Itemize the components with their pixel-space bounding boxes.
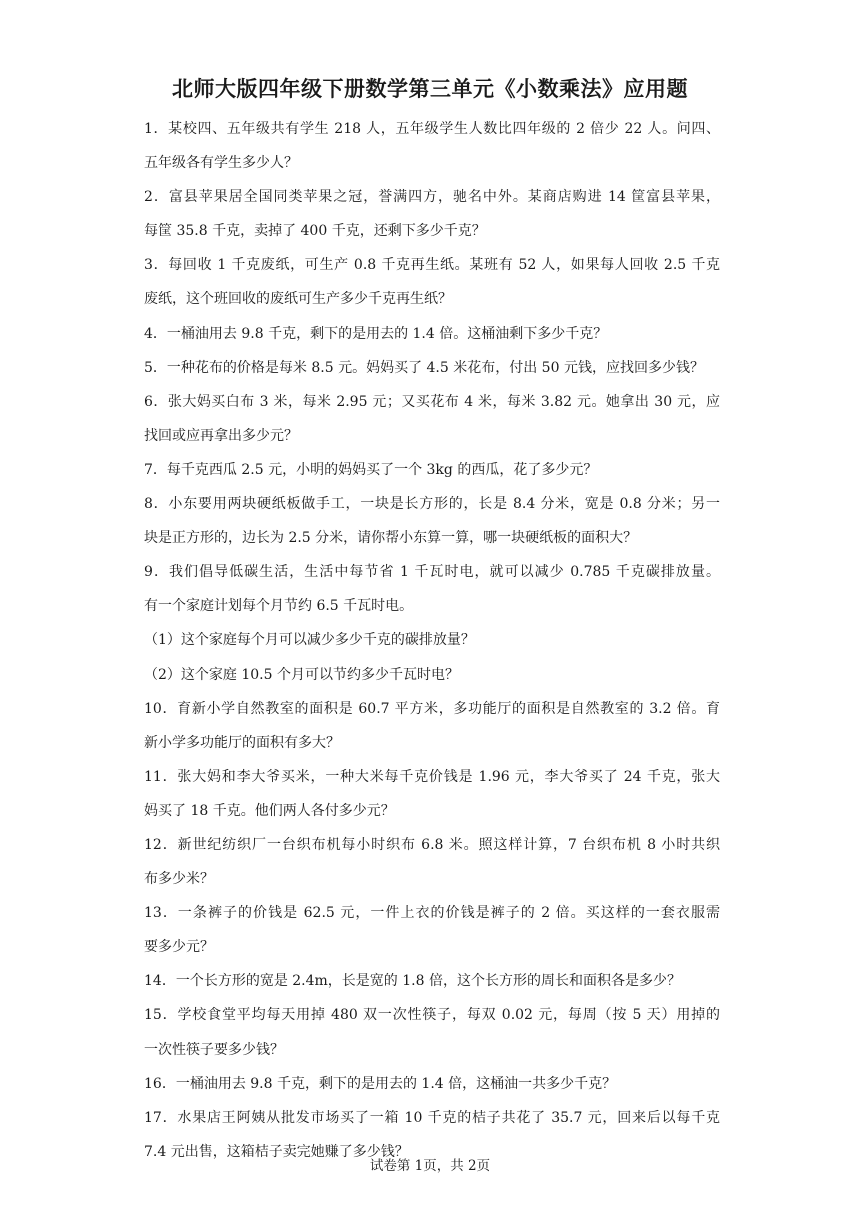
question-line: 找回或应再拿出多少元？ bbox=[144, 427, 298, 444]
question-line: 17．水果店王阿姨从批发市场买了一箱 10 千克的桔子共花了 35.7 元，回来后以每千克 bbox=[144, 1109, 720, 1126]
question-line: 一次性筷子要多少钱？ bbox=[144, 1041, 284, 1058]
question-line: 11．张大妈和李大爷买米，一种大米每千克价钱是 1.96 元，李大爷买了 24 千克，张大 bbox=[144, 768, 720, 785]
question-line: 有一个家庭计划每个月节约 6.5 千瓦时电。 bbox=[144, 598, 414, 615]
page-title: 北师大版四年级下册数学第三单元《小数乘法》应用题 bbox=[172, 76, 688, 101]
question-line: 废纸，这个班回收的废纸可生产多少千克再生纸？ bbox=[144, 291, 452, 308]
question-list bbox=[144, 112, 720, 1169]
page-footer: 试卷第 1页，共 2页 bbox=[369, 1158, 491, 1174]
question-line: 14．一个长方形的宽是 2.4m，长是宽的 1.8 倍，这个长方形的周长和面积各是多少？ bbox=[144, 973, 681, 990]
question-line: 8．小东要用两块硬纸板做手工，一块是长方形的，长是 8.4 分米，宽是 0.8 分米；另一 bbox=[144, 496, 720, 513]
question-line: 7.4 元出售，这箱桔子卖完她赚了多少钱？ bbox=[144, 1143, 409, 1160]
question-line: 10．育新小学自然教室的面积是 60.7 平方米，多功能厅的面积是自然教室的 3.2 倍。育 bbox=[144, 700, 720, 717]
question-line: 每筐 35.8 千克，卖掉了 400 千克，还剩下多少千克？ bbox=[144, 223, 486, 240]
question-line: 5．一种花布的价格是每米 8.5 元。妈妈买了 4.5 米花布，付出 50 元钱，应找回多少钱？ bbox=[144, 359, 704, 376]
question-line: 15．学校食堂平均每天用掉 480 双一次性筷子，每双 0.02 元，每周（按 5 天）用掉的 bbox=[144, 1007, 720, 1024]
question-line: 块是正方形的，边长为 2.5 分米，请你帮小东算一算，哪一块硬纸板的面积大？ bbox=[144, 530, 638, 547]
question-line: 3．每回收 1 千克废纸，可生产 0.8 千克再生纸。某班有 52 人，如果每人回收 2.5 千克 bbox=[144, 257, 720, 274]
question-line: 2．富县苹果居全国同类苹果之冠，誉满四方，驰名中外。某商店购进 14 筐富县苹果， bbox=[144, 189, 720, 206]
question-line: 布多少米？ bbox=[144, 871, 214, 888]
question-line: 妈买了 18 千克。他们两人各付多少元？ bbox=[144, 802, 395, 819]
question-line: （1）这个家庭每个月可以减少多少千克的碳排放量？ bbox=[144, 632, 475, 649]
question-line: 9．我们倡导低碳生活，生活中每节省 1 千瓦时电，就可以减少 0.785 千克碳排放量。 bbox=[144, 564, 720, 581]
question-line: 4．一桶油用去 9.8 千克，剩下的是用去的 1.4 倍。这桶油剩下多少千克？ bbox=[144, 325, 608, 342]
question-line: 6．张大妈买白布 3 米，每米 2.95 元；又买花布 4 米，每米 3.82 元。她拿出 30 元，应 bbox=[144, 393, 720, 410]
question-line: 1．某校四、五年级共有学生 218 人，五年级学生人数比四年级的 2 倍少 22 人。问四、 bbox=[144, 121, 720, 137]
question-line: 16．一桶油用去 9.8 千克，剩下的是用去的 1.4 倍，这桶油一共多少千克？ bbox=[144, 1075, 617, 1092]
question-line: 7．每千克西瓜 2.5 元，小明的妈妈买了一个 3kg 的西瓜，花了多少元？ bbox=[144, 461, 598, 478]
question-line: （2）这个家庭 10.5 个月可以节约多少千瓦时电？ bbox=[144, 666, 459, 683]
question-line: 新小学多功能厅的面积有多大？ bbox=[144, 734, 340, 751]
question-line: 12．新世纪纺织厂一台织布机每小时织布 6.8 米。照这样计算，7 台织布机 8 小时共织 bbox=[144, 836, 720, 853]
question-line: 13．一条裤子的价钱是 62.5 元，一件上衣的价钱是裤子的 2 倍。买这样的一套衣服需 bbox=[144, 905, 720, 922]
question-line: 要多少元？ bbox=[144, 939, 214, 956]
question-line: 五年级各有学生多少人？ bbox=[144, 155, 298, 172]
